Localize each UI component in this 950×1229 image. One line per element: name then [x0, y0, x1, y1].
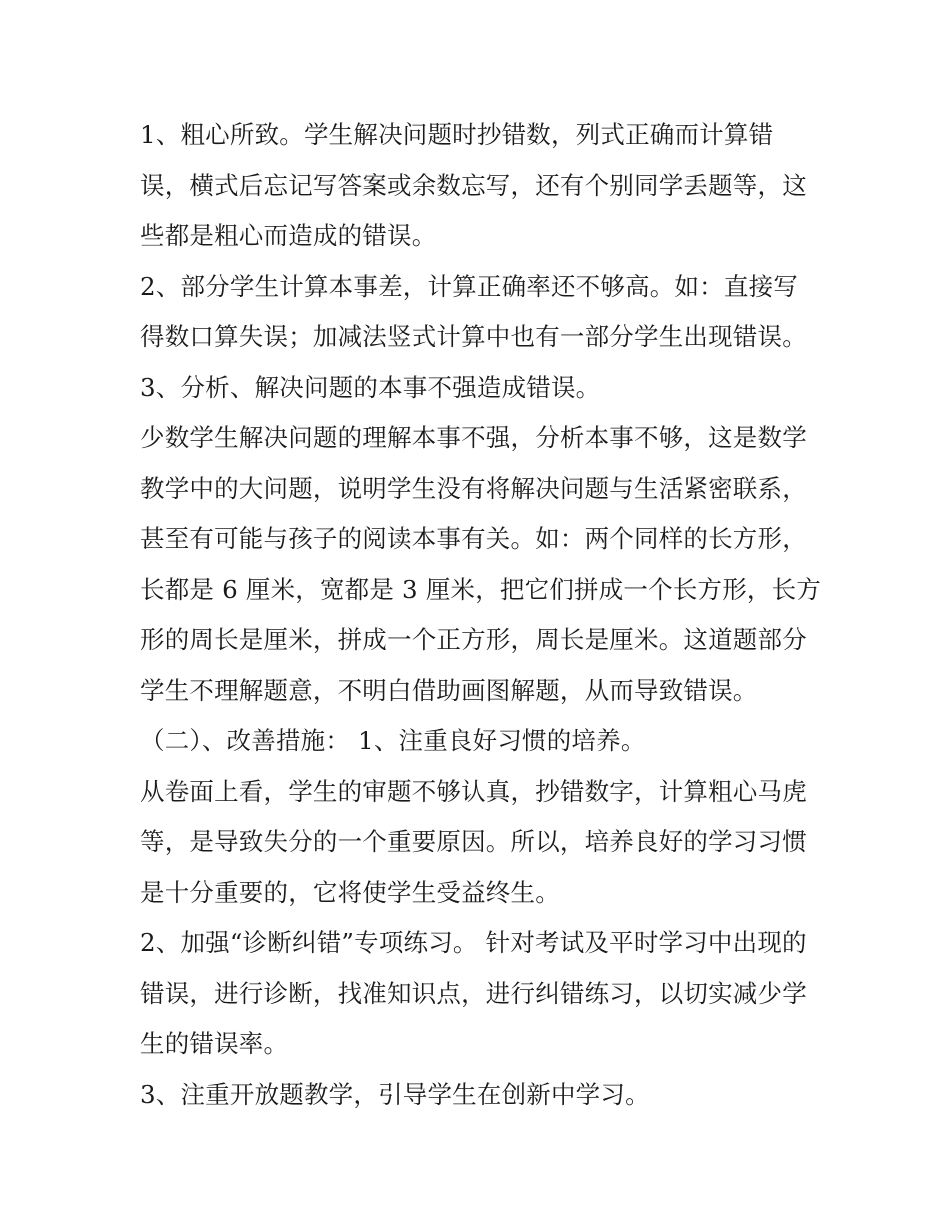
text-line: 3、注重开放题教学，引导学生在创新中学习。	[140, 1079, 650, 1109]
document-body	[140, 110, 820, 1120]
text-line: 2、加强“诊断纠错”专项练习。 针对考试及平时学习中出现的	[140, 928, 807, 957]
text-line: 甚至有可能与孩子的阅读本事有关。如：两个同样的长方形，	[140, 524, 807, 553]
text-line: 教学中的大问题，说明学生没有将解决问题与生活紧密联系，	[140, 473, 807, 503]
text-line: 是十分重要的，它将使学生受益终生。	[140, 877, 560, 907]
text-line: 生的错误率。	[140, 1029, 289, 1058]
text-line: 3、分析、解决问题的本事不强造成错误。	[140, 372, 601, 402]
text-line: 2、部分学生计算本事差，计算正确率还不够高。如：直接写	[140, 271, 798, 301]
text-line: 得数口算失误；加减法竖式计算中也有一部分学生出现错误。	[140, 322, 807, 351]
text-line: 错误，进行诊断，找准知识点，进行纠错练习，以切实减少学	[140, 978, 807, 1008]
text-line: 1、粗心所致。学生解决问题时抄错数，列式正确而计算错	[140, 120, 774, 149]
text-line: 学生不理解题意，不明白借助画图解题，从而导致错误。	[140, 675, 758, 705]
text-line: 等，是导致失分的一个重要原因。所以，培养良好的学习习惯	[140, 827, 807, 856]
text-line: 些都是粗心而造成的错误。	[140, 221, 437, 250]
section-heading: （二）、改善措施： 1、注重良好习惯的培养。	[140, 726, 646, 755]
text-line: 形的周长是厘米，拼成一个正方形，周长是厘米。这道题部分	[140, 625, 807, 654]
text-line: 少数学生解决问题的理解本事不强，分析本事不够，这是数学	[140, 423, 807, 452]
text-line: 从卷面上看，学生的审题不够认真，抄错数字，计算粗心马虎	[140, 776, 807, 806]
text-line: 误，横式后忘记写答案或余数忘写，还有个别同学丢题等，这	[140, 170, 807, 200]
text-line: 长都是 6 厘米，宽都是 3 厘米，把它们拼成一个长方形，长方	[140, 574, 822, 604]
